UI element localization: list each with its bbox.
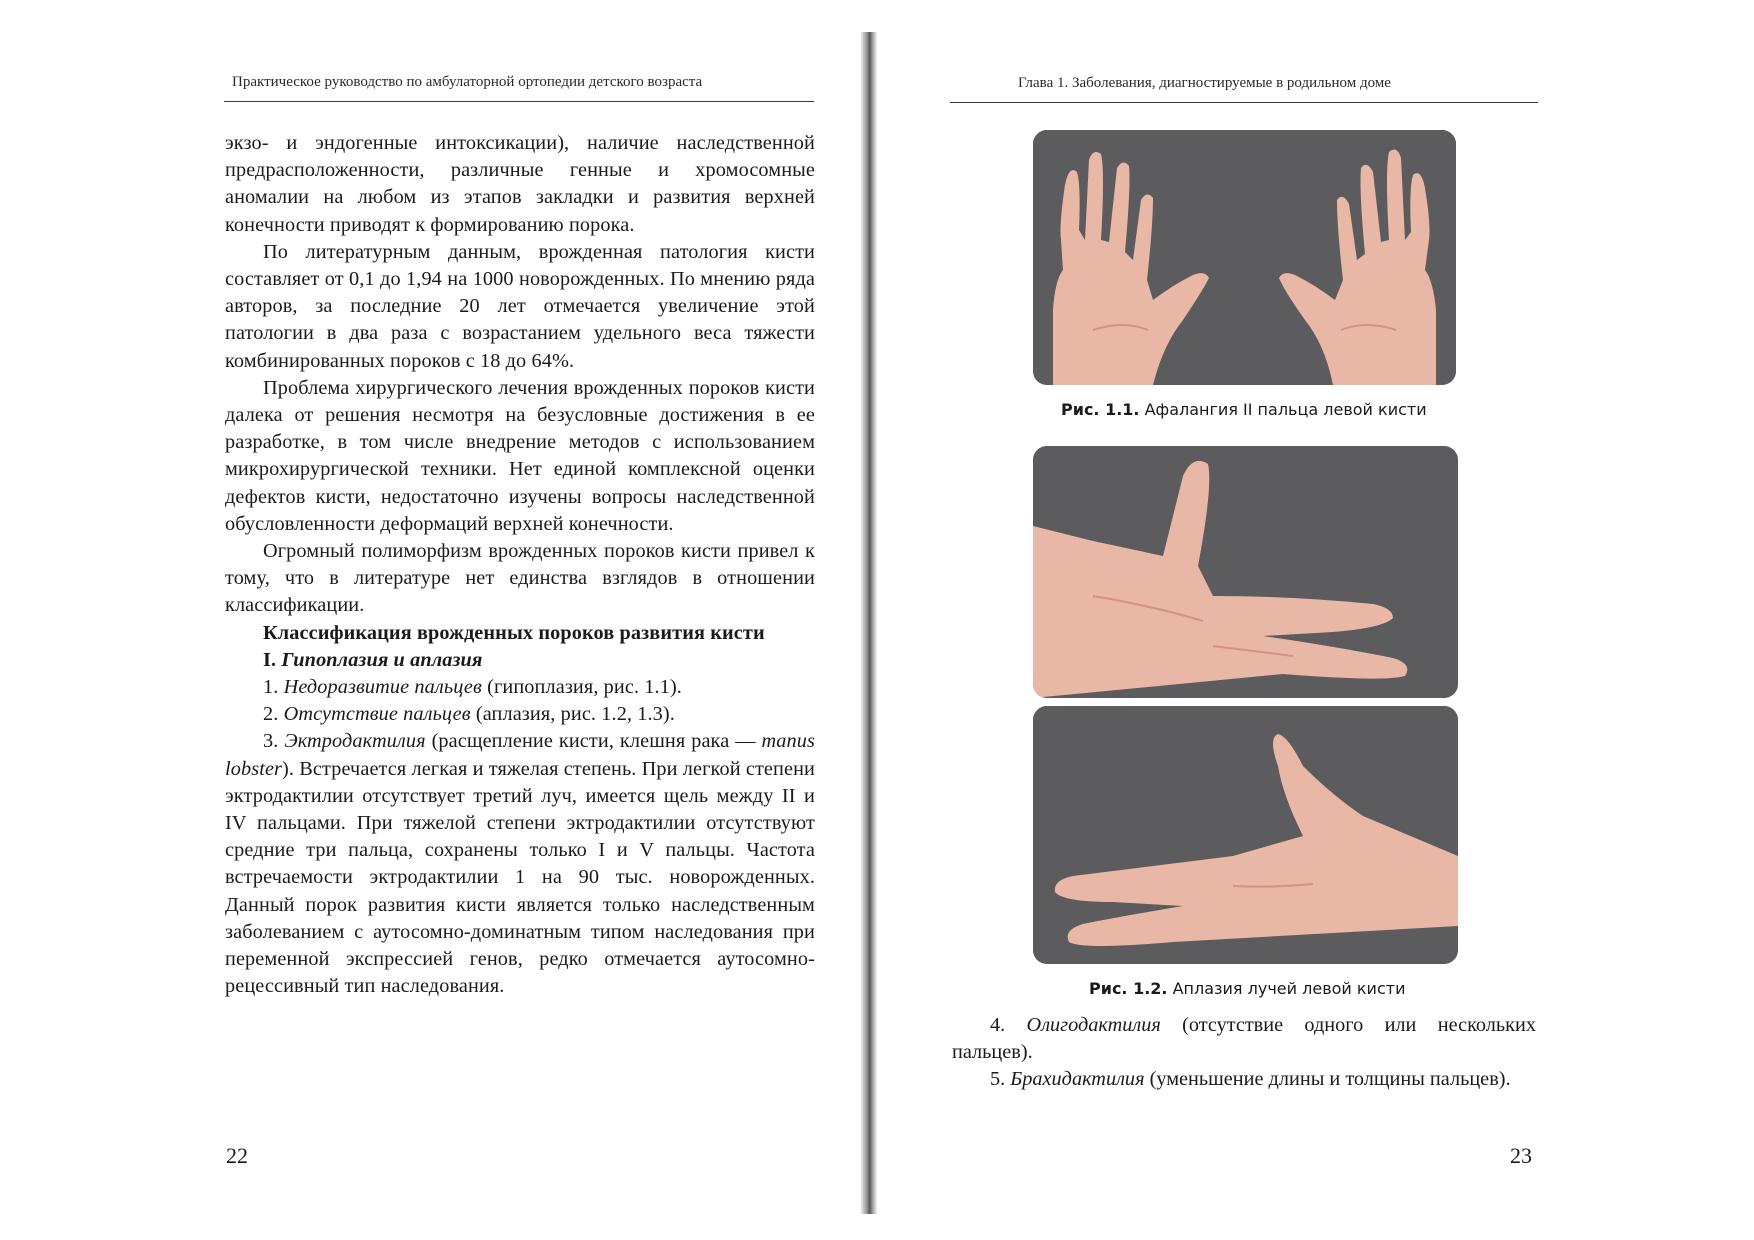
figure-1-2-caption — [1089, 979, 1405, 998]
list-item-2-text: (аплазия, рис. 1.2, 1.3). — [470, 703, 675, 726]
right-page-number: 23 — [1510, 1143, 1532, 1168]
list-item-3-term: Эктродактилия — [284, 730, 426, 753]
list-item-4-term: Олигодактилия — [1026, 1014, 1161, 1036]
list-item-5-number: 5. — [990, 1068, 1006, 1091]
figure-1-1-caption — [1061, 400, 1427, 419]
section-title: Гипоплазия и аплазия — [281, 648, 483, 671]
left-running-head: Практическое руководство по амбулаторной ортопедии детского возраста — [232, 74, 703, 90]
list-item-4-text: (отсутствие одного или нескольких пальцев). — [952, 1014, 1536, 1064]
hand-aplasia-image-top — [1033, 446, 1458, 698]
figure-1-1-photo — [1033, 130, 1456, 385]
list-item-2-number: 2. — [263, 703, 279, 726]
figure-1-1-label: Рис. 1.1. — [1061, 400, 1140, 419]
left-page-number: 22 — [226, 1143, 248, 1168]
list-item-5 — [952, 1066, 1536, 1093]
right-header-rule — [950, 102, 1538, 103]
list-item-1-text: (гипоплазия, рис. 1.1). — [481, 676, 682, 699]
right-body-text — [952, 1012, 1536, 1094]
list-item-1-number: 1. — [263, 676, 279, 699]
list-item-5-text: (уменьшение длины и толщины пальцев). — [1144, 1068, 1511, 1091]
list-item-3-text-b: ). Встречается легкая и тяжелая степень. При легкой степени эктродактилии отсутствует третий луч, имеется щель между II и IV пальцами. При тяжелой степени эктродактилии отсутствуют средние три пальца, сохранены только I и V пальцы. Частота встречаемости эктродактилии 1 на 90 тыс. новорожденных. Данный порок развития кисти является только наследственным заболеванием с аутосомно-доминатным типом наследования при переменной экспрессией генов, редко отмечается аутосомно-рецессивный тип наследования. — [225, 757, 815, 998]
list-item-3-text-a: (расщепление кисти, клешня рака — — [425, 730, 762, 753]
section-number: I. — [263, 648, 277, 671]
paragraph-2: По литературным данным, врожденная патология кисти составляет от 0,1 до 1,94 на 1000 новорожденных. По мнению ряда авторов, за последние 20 лет отмечается увеличение этой патологии в два раза с возрастанием удельного веса тяжести комбинированных пороков с 18 до 64%. — [225, 240, 815, 372]
paragraph-1: экзо- и эндогенные интоксикации), наличие наследственной предрасположенности, различные генные и хромосомные аномалии на любом из этапов закладки и развития верхней конечности приводят к формированию порока. — [225, 132, 815, 236]
list-item-3-latin: manus lobster — [225, 730, 816, 780]
list-item-5-term: Брахидактилия — [1010, 1068, 1145, 1091]
list-item-2-term: Отсутствие пальцев — [283, 703, 471, 726]
list-item-4 — [952, 1012, 1536, 1066]
figure-1-1-text: Афалангия II пальца левой кисти — [1139, 400, 1427, 419]
figure-1-2-text: Аплазия лучей левой кисти — [1167, 979, 1406, 998]
hands-palms-image — [1033, 130, 1456, 385]
right-running-head: Глава 1. Заболевания, диагностируемые в родильном доме — [1018, 75, 1391, 91]
list-item-1-term: Недоразвитие пальцев — [283, 676, 482, 699]
list-item-3-number: 3. — [263, 730, 279, 753]
hand-aplasia-image-bottom — [1033, 706, 1458, 964]
paragraph-4: Огромный полиморфизм врожденных пороков кисти привел к тому, что в литературе нет единства взглядов в отношении классификации. — [225, 540, 815, 617]
list-item-4-number: 4. — [990, 1014, 1006, 1036]
figure-1-2-photo-bottom — [1033, 706, 1458, 964]
paragraph-3: Проблема хирургического лечения врожденных пороков кисти далека от решения несмотря на безусловные достижения в ее разработке, в том числе внедрение методов с использованием микрохирургической техники. Нет единой комплексной оценки дефектов кисти, недостаточно изучены вопросы наследственной обусловленности деформаций верхней конечности. — [225, 376, 815, 535]
classification-heading: Классификация врожденных пороков развития кисти — [263, 621, 765, 644]
figure-1-2-photo-top — [1033, 446, 1458, 698]
figure-1-2-label: Рис. 1.2. — [1089, 979, 1168, 998]
